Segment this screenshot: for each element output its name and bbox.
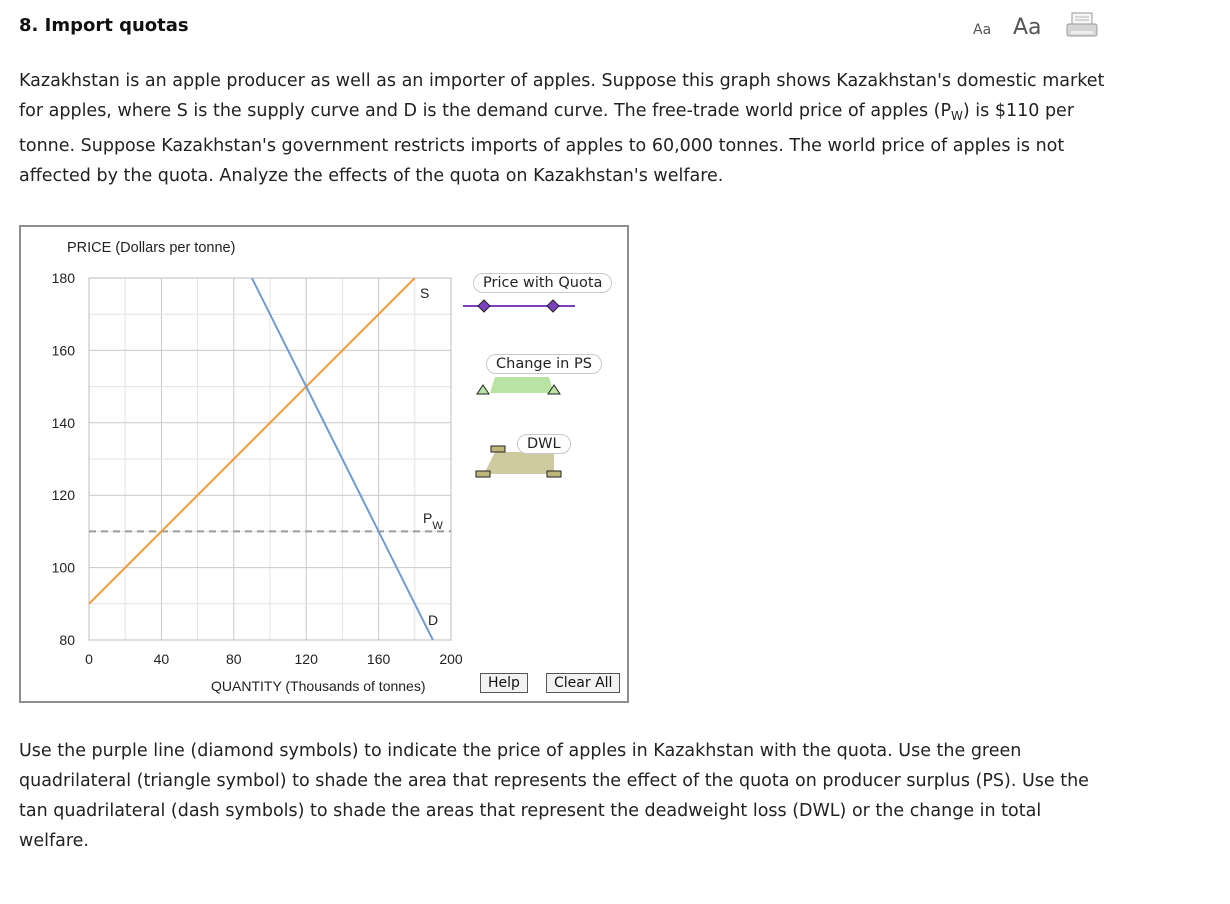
question-title: 8. Import quotas [19, 15, 189, 36]
supply-curve [89, 278, 415, 604]
x-tick-label: 200 [439, 651, 463, 667]
dwl-label: DWL [517, 434, 571, 454]
supply-curve-label: S [420, 285, 430, 301]
graph-panel [19, 225, 629, 703]
price-with-quota-label: Price with Quota [473, 273, 612, 293]
intro-pw-subscript: W [951, 109, 963, 123]
world-price-label [423, 510, 443, 532]
help-button[interactable]: Help [480, 673, 528, 693]
x-tick-label: 0 [85, 651, 93, 667]
y-tick-label: 160 [51, 342, 75, 359]
y-axis-title: PRICE (Dollars per tonne) [67, 240, 236, 256]
x-tick-label: 120 [294, 651, 318, 667]
grid [89, 278, 451, 640]
chart-area[interactable] [21, 227, 627, 701]
dash-handle-top[interactable] [491, 446, 505, 452]
intro-text-1: Kazakhstan is an apple producer as well as an importer of apples. Suppose this graph shows Kazakhstan's domestic market for apples, where S is the supply curve and D is the demand curve. The free-trade world price of apples (P [19, 71, 1105, 121]
price-with-quota-tool[interactable] [463, 300, 575, 312]
world-price-label-main: P [423, 510, 433, 526]
y-tick-label: 180 [51, 270, 75, 286]
world-price-label-sub: W [432, 520, 443, 532]
clear-all-button[interactable]: Clear All [546, 673, 620, 693]
x-tick-label: 80 [226, 651, 242, 667]
instructions-paragraph: Use the purple line (diamond symbols) to indicate the price of apples in Kazakhstan with the quota. Use the green quadrilateral (triangle symbol) to shade the area that represents the effect of the quota on producer surplus (PS). Use the tan quadrilateral (dash symbols) to shade the areas that represent the deadweight loss (DWL) or the change in total welfare. [19, 741, 1089, 851]
print-icon[interactable] [1066, 12, 1098, 42]
change-in-ps-label: Change in PS [486, 354, 602, 374]
x-axis-title: QUANTITY (Thousands of tonnes) [211, 678, 426, 694]
change-in-ps-quadrilateral[interactable] [490, 377, 554, 393]
y-tick-label: 80 [59, 632, 75, 648]
y-tick-label: 120 [51, 487, 75, 504]
y-tick-label: 140 [51, 414, 75, 431]
x-tick-label: 160 [366, 651, 391, 667]
demand-curve-label: D [428, 612, 439, 628]
intro-text-2: ) is $110 per tonne. Suppose Kazakhstan's government restricts imports of apples to 60,000 tonnes. The world price of apples is not affected by the quota. Analyze the effects of the quota on Kazakhstan's welfare. [19, 101, 1075, 186]
x-tick-labels [85, 651, 463, 667]
intro-paragraph [19, 66, 1109, 191]
dwl-quadrilateral[interactable] [484, 452, 554, 474]
dash-handle-left[interactable] [476, 471, 490, 477]
x-tick-label: 40 [153, 651, 170, 667]
diamond-handle-left[interactable] [478, 300, 490, 312]
y-tick-labels [52, 270, 76, 648]
decrease-font-button[interactable]: Aa [973, 22, 992, 38]
dash-handle-right[interactable] [547, 471, 561, 477]
diamond-handle-right[interactable] [547, 300, 559, 312]
triangle-handle-left[interactable] [477, 385, 489, 394]
increase-font-button[interactable]: Aa [1013, 15, 1042, 40]
change-in-ps-tool[interactable] [477, 377, 560, 394]
y-tick-label: 100 [51, 559, 75, 576]
